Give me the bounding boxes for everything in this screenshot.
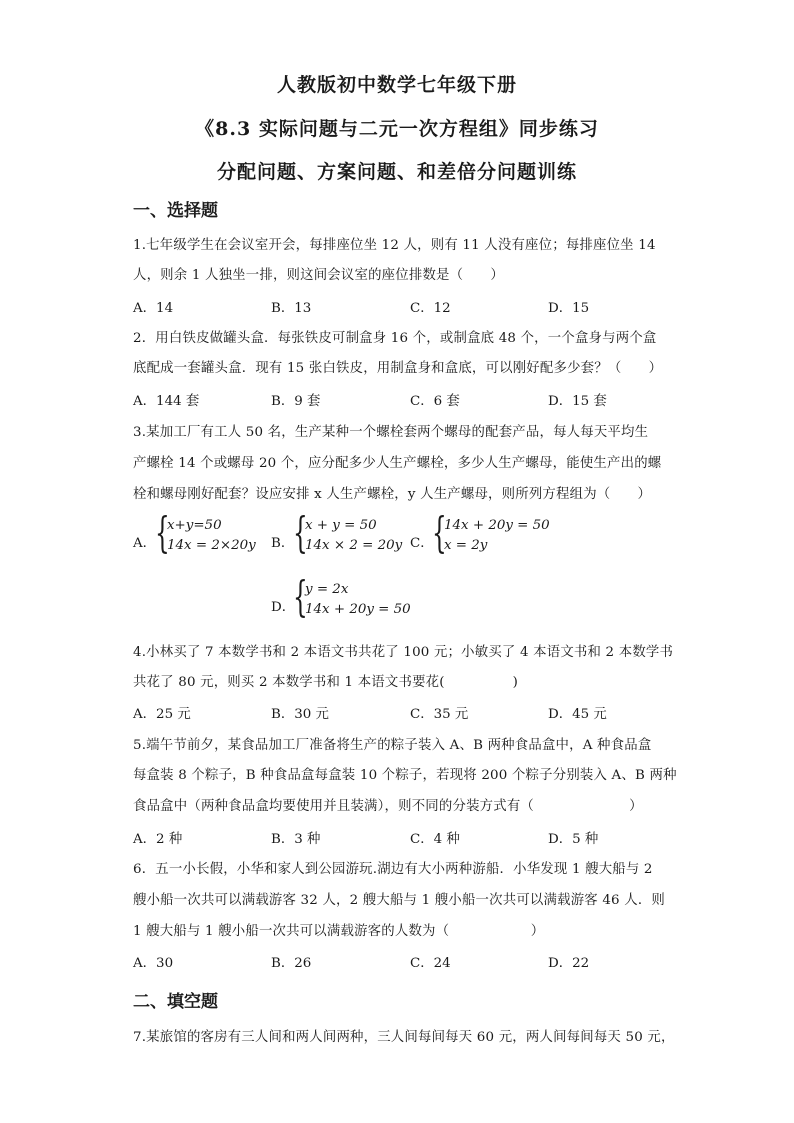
q1-line-2: 人，则余 1 人独坐一排，则这间会议室的座位排数是（ ） <box>133 268 504 283</box>
section-heading-fill: 二、填空题 <box>133 992 218 1012</box>
q2-option-a: A．144 套 <box>133 394 200 409</box>
q2-line-1: 2．用白铁皮做罐头盒．每张铁皮可制盒身 16 个，或制盒底 48 个，一个盒身与两个盒 <box>133 331 657 346</box>
q4-line-2: 共花了 80 元，则买 2 本数学书和 1 本语文书要花( ) <box>133 675 519 690</box>
q3-option-a-system <box>155 508 265 558</box>
q5-option-d: D．5 种 <box>548 832 599 847</box>
q3-option-c-eq1: 14x + 20y = 50 <box>444 518 550 533</box>
q1-option-d: D．15 <box>548 301 590 316</box>
q5-line-1: 5.端午节前夕，某食品加工厂准备将生产的粽子装入 A、B 两种食品盒中，A 种食品盒 <box>133 738 652 753</box>
q5-line-3: 食品盒中（两种食品盒均要使用并且装满），则不同的分装方式有（ ） <box>133 799 643 814</box>
q3-option-c-system <box>432 508 552 558</box>
q5-option-a: A．2 种 <box>133 832 183 847</box>
q3-option-c-label: C． <box>410 536 434 551</box>
q6-option-c: C．24 <box>410 956 451 971</box>
q3-option-a-eq2: 14x = 2×20y <box>167 538 256 553</box>
q6-option-d: D．22 <box>548 956 590 971</box>
q3-option-a-label: A． <box>133 536 157 551</box>
q4-option-a: A．25 元 <box>133 707 191 722</box>
doc-title-2: 《8.3 实际问题与二元一次方程组》同步练习 <box>195 118 599 140</box>
q3-option-b-eq2: 14x × 2 = 20y <box>305 538 403 553</box>
q2-line-2: 底配成一套罐头盒．现有 15 张白铁皮，用制盒身和盒底，可以刚好配多少套？（ ） <box>133 361 663 376</box>
q2-option-d: D．15 套 <box>548 394 607 409</box>
brace-icon: { <box>155 508 170 557</box>
brace-icon: { <box>293 508 308 557</box>
q3-option-d-eq2: 14x + 20y = 50 <box>305 602 411 617</box>
q6-line-1: 6．五一小长假，小华和家人到公园游玩.湖边有大小两种游船．小华发现 1 艘大船与 2 <box>133 862 653 877</box>
q3-option-b-label: B． <box>271 536 295 551</box>
q3-line-3: 栓和螺母刚好配套？设应安排 x 人生产螺栓，y 人生产螺母，则所列方程组为（ ） <box>133 487 652 502</box>
q6-option-b: B．26 <box>271 956 312 971</box>
q6-line-2: 艘小船一次共可以满载游客 32 人，2 艘大船与 1 艘小船一次共可以满载游客 46 人．则 <box>133 893 666 908</box>
q5-option-b: B．3 种 <box>271 832 321 847</box>
q3-option-c-eq2: x = 2y <box>444 538 488 553</box>
q3-line-1: 3.某加工厂有工人 50 名，生产某种一个螺栓套两个螺母的配套产品，每人每天平均生 <box>133 425 649 440</box>
q5-option-c: C．4 种 <box>410 832 460 847</box>
q4-option-c: C．35 元 <box>410 707 469 722</box>
q1-line-1: 1.七年级学生在会议室开会，每排座位坐 12 人，则有 11 人没有座位；每排座位坐 14 <box>133 238 656 253</box>
q7-line-1: 7.某旅馆的客房有三人间和两人间两种，三人间每间每天 60 元，两人间每间每天 50 元， <box>133 1030 675 1045</box>
q1-option-b: B．13 <box>271 301 312 316</box>
q3-option-d-eq1: y = 2x <box>305 582 349 597</box>
q1-option-a: A．14 <box>133 301 174 316</box>
q3-option-d-system <box>293 572 413 622</box>
section-heading-choice: 一、选择题 <box>133 201 218 221</box>
q1-option-c: C．12 <box>410 301 451 316</box>
q3-option-d-label: D． <box>271 600 296 615</box>
brace-icon: { <box>432 508 447 557</box>
q2-option-b: B．9 套 <box>271 394 321 409</box>
q4-line-1: 4.小林买了 7 本数学书和 2 本语文书共花了 100 元；小敏买了 4 本语文书和 2 本数学书 <box>133 645 674 660</box>
q3-option-b-eq1: x + y = 50 <box>305 518 377 533</box>
q3-line-2: 产螺栓 14 个或螺母 20 个，应分配多少人生产螺栓，多少人生产螺母，能使生产出的螺 <box>133 456 662 471</box>
q4-option-b: B．30 元 <box>271 707 329 722</box>
q3-option-a-eq1: x+y=50 <box>167 518 222 533</box>
q2-option-c: C．6 套 <box>410 394 460 409</box>
doc-title-1: 人教版初中数学七年级下册 <box>276 74 517 96</box>
q5-line-2: 每盒装 8 个粽子，B 种食品盒每盒装 10 个粽子，若现将 200 个粽子分别装入 A、B 两种 <box>133 768 677 783</box>
q4-option-d: D．45 元 <box>548 707 607 722</box>
q6-option-a: A．30 <box>133 956 174 971</box>
q3-option-b-system <box>293 508 403 558</box>
q6-line-3: 1 艘大船与 1 艘小船一次共可以满载游客的人数为（ ） <box>133 924 545 939</box>
brace-icon: { <box>293 572 308 621</box>
doc-title-3: 分配问题、方案问题、和差倍分问题训练 <box>216 161 577 183</box>
